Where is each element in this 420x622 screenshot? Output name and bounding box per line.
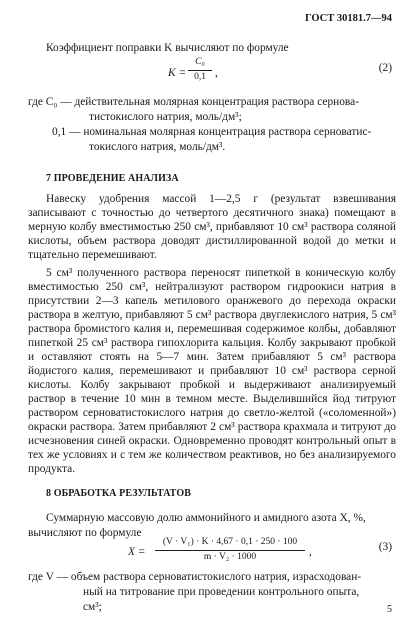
formula-3-end: , [309, 546, 312, 558]
section7-para1: Навеску удобрения массой 1—2,5 г (результат взвешивания записывают с точностью до четвертого десятичного знака) помещают в мерную колбу вместимостью 250 см³, прибавляют 10 см³ раствора соляной кислоты, объем раствора доводят дистиллированной водой до метки и тщательно перемешивают. [28, 193, 396, 261]
standard-id: ГОСТ 30181.7—94 [304, 13, 392, 24]
section7-title: 7 ПРОВЕДЕНИЕ АНАЛИЗА [46, 173, 179, 184]
formula-2-numerator: C₀ [195, 57, 205, 67]
formula-2-lhs: K = [168, 67, 187, 79]
where-c0-line2: тистокислого натрия, моль/дм³; [89, 111, 242, 123]
formula-3-denominator: m · V₂ · 1000 [203, 552, 257, 562]
where-v-line2: ный на титрование при проведении контрольного опыта, [83, 586, 360, 598]
page-number: 5 [387, 604, 392, 615]
formula-3-lhs: X = [128, 546, 146, 558]
formula-3-fraction-bar [155, 550, 305, 551]
formula-3-numerator: (V · V₁) · K · 4,67 · 0,1 · 250 · 100 [162, 537, 298, 547]
formula-2-number: (2) [378, 62, 392, 74]
where-v-line1: где V — объем раствора серноватистокислого натрия, израсходован- [28, 571, 362, 583]
coef-intro: Коэффициент поправки K вычисляют по формуле [46, 42, 289, 54]
formula-2-denominator: 0,1 [194, 72, 206, 82]
where-01-line1: 0,1 — номинальная молярная концентрация раствора серноватис- [52, 126, 372, 138]
formula-2-end: , [215, 67, 218, 79]
where-01-line2: токислого натрия, моль/дм³. [89, 141, 226, 153]
section7-para2: 5 см³ полученного раствора переносят пипеткой в коническую колбу вместимостью 250 см³, нейтрализуют раствором гидроокиси натрия в присутствии 2—3 капель метилового оранжевого до перехода окраски раствора в желтую, прибавляют 5 см³ раствора двуглекислого натрия, 5 см³ раствора бромистого калия и, перемешивая содержимое колбы, добавляют пипеткой 25 см³ раствора гипохлорита кальция. Колбу закрывают пробкой и оставляют стоять на 5—7 мин. Затем прибавляют 5 см³ раствора йодистого калия, перемешивают и прибавляют 10 см³ раствора серной кислоты. Колбу закрывают пробкой и выдерживают анализируемый раствор в течение 10 мин в темном месте. Выделившийся йод титруют раствором серноватистокислого натрия до светло-желтой («соломенной») окраски раствора. Затем прибавляют 2 см³ раствора крахмала и титруют до исчезновения синей окраски. Одновременно проводят контрольный опыт в тех же условиях и с тем же количеством реактивов, но без анализируемого продукта. [28, 267, 396, 475]
section8-intro-line1: Суммарную массовую долю аммонийного и амидного азота X, %, [46, 512, 366, 524]
section8-title: 8 ОБРАБОТКА РЕЗУЛЬТАТОВ [46, 488, 191, 499]
section8-intro-line2: вычисляют по формуле [28, 527, 142, 539]
where-v-line3: см³; [83, 601, 102, 613]
where-c0-line1: где C₀ — действительная молярная концентрация раствора сернова- [28, 96, 360, 108]
formula-2-fraction-bar [188, 70, 212, 71]
formula-3-number: (3) [378, 541, 392, 553]
